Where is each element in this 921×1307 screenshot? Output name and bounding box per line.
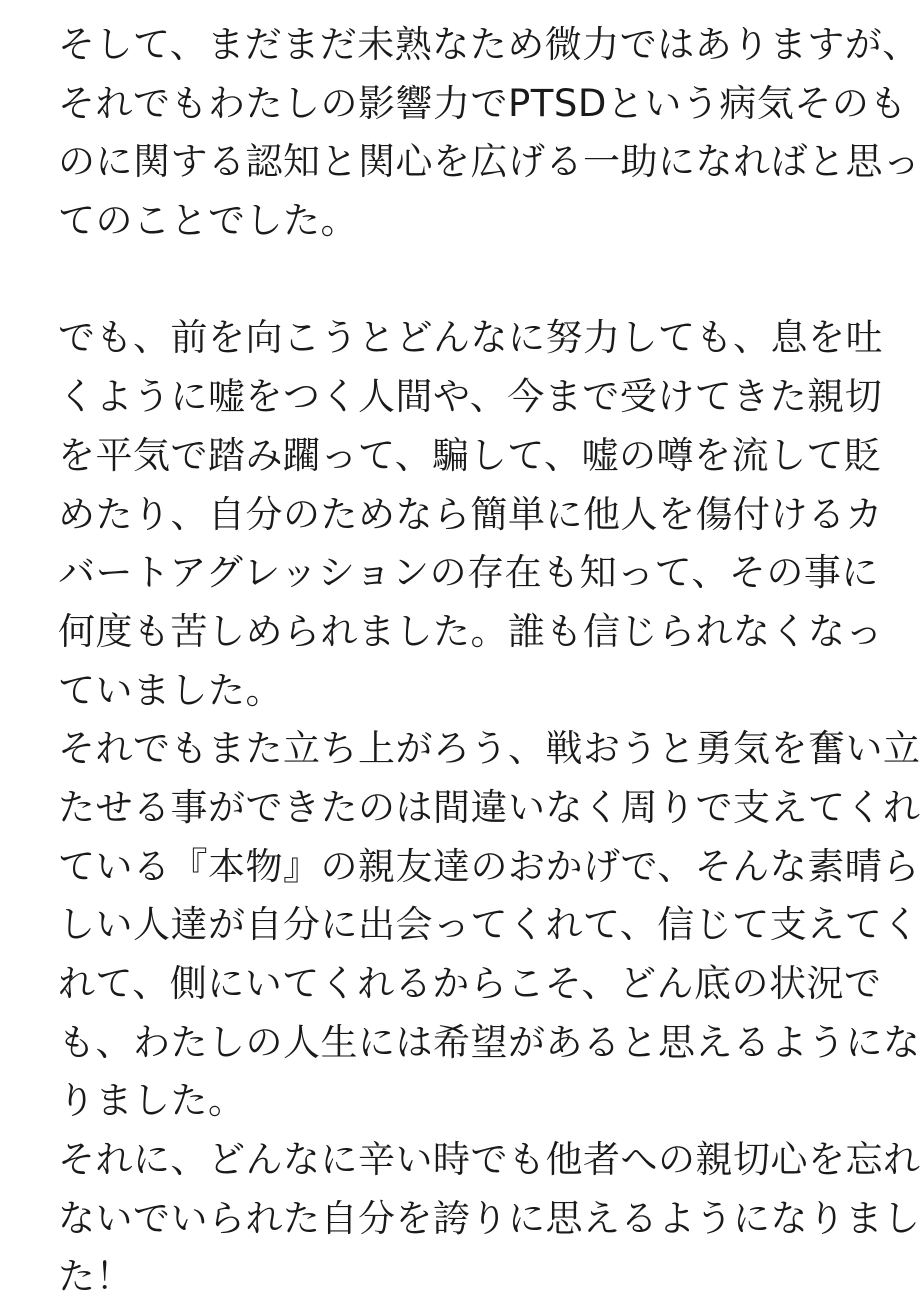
text-line: を平気で踏み躙って、騙して、嘘の噂を流して貶 [58, 433, 882, 477]
text-line: それでもまた立ち上がろう、戦おうと勇気を奮い立 [58, 727, 921, 771]
text-line: ていました。 [58, 668, 283, 712]
text-line: しい人達が自分に出会ってくれて、信じて支えてく [58, 903, 920, 947]
text-line: それに、どんなに辛い時でも他者への親切心を忘れ [58, 1138, 921, 1182]
text-line: れて、側にいてくれるからこそ、どん底の状況で [58, 962, 882, 1005]
text-line: りました。 [58, 1079, 246, 1123]
text-line: たせる事ができたのは間違いなく周りで支えてくれ [58, 785, 921, 829]
text-line: そして、まだまだ未熟なため微力ではありますが、 [58, 23, 920, 66]
paragraph-gap [58, 251, 778, 310]
text-line: のに関する認知と関心を広げる一助になればと思っ [58, 140, 921, 184]
text-line: ている『本物』の親友達のおかげで、そんな素晴ら [58, 844, 920, 888]
paragraph-4 [58, 1131, 921, 1307]
text-line: バートアグレッションの存在も知って、その事に [58, 551, 879, 595]
text-line: くように嘘をつく人間や、今まで受けてきた親切 [58, 375, 883, 419]
text-line: でも、前を向こうとどんなに努力しても、息を吐 [58, 316, 883, 360]
text-line: 何度も苦しめられました。誰も信じられなくなっ [58, 609, 883, 653]
text-line: ないでいられた自分を誇りに思えるようになりまし [58, 1196, 921, 1240]
text-line: てのことでした。 [58, 199, 358, 243]
text-line: も、わたしの人生には希望があると思えるようにな [58, 1020, 921, 1064]
text-line: めたり、自分のためなら簡単に他人を傷付けるカ [58, 492, 883, 536]
paragraph-1 [58, 16, 921, 251]
paragraph-3 [58, 720, 921, 1131]
paragraph-2 [58, 309, 883, 720]
text-line: それでもわたしの影響力でPTSDという病気そのも [58, 81, 907, 125]
text-line: た！ [58, 1255, 133, 1299]
document-body [58, 16, 921, 1307]
